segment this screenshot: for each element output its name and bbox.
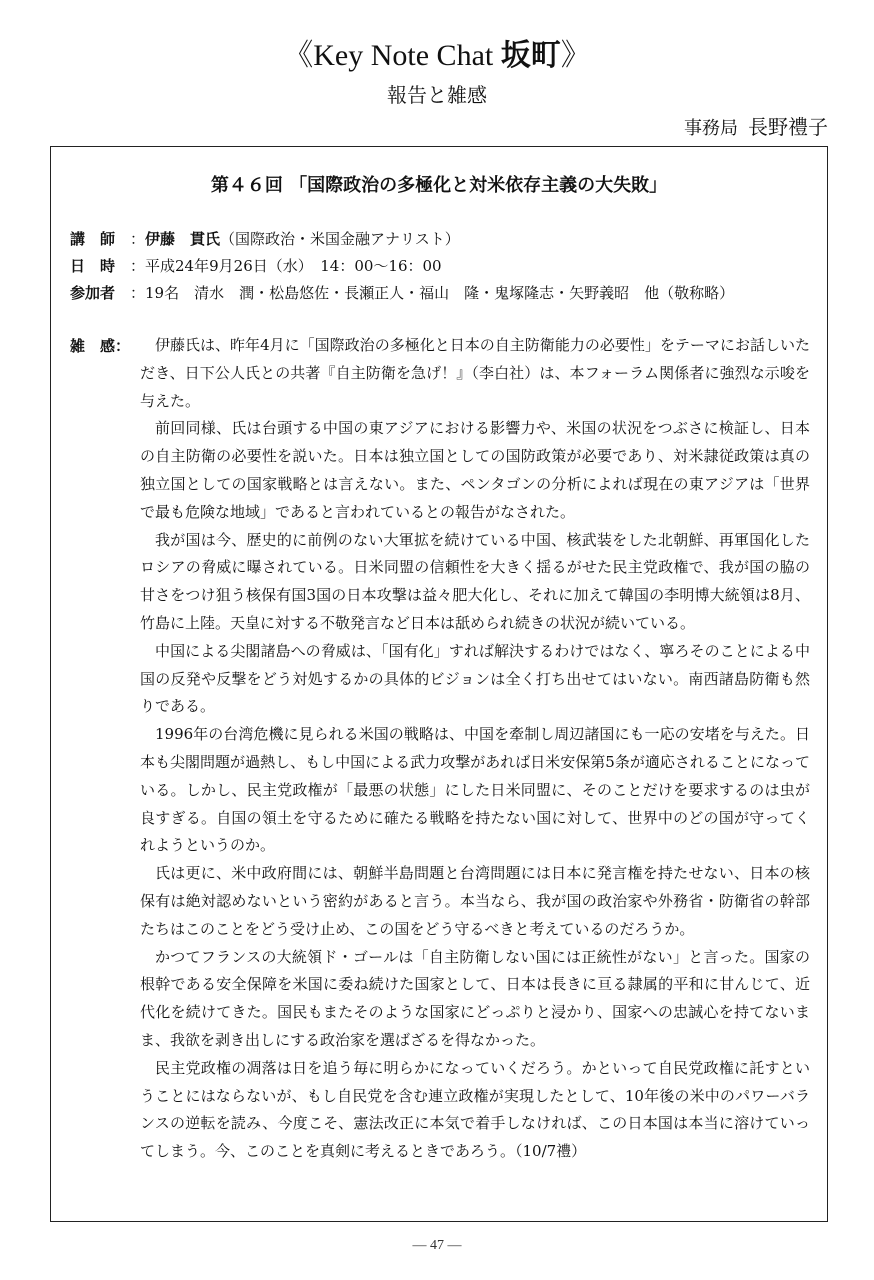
speaker-name: 伊藤 貫氏 bbox=[145, 230, 221, 248]
title-close: 》 bbox=[560, 39, 591, 72]
participants-label: 参加者 bbox=[70, 284, 116, 302]
impressions-body bbox=[140, 332, 810, 1166]
impressions-paragraph: 我が国は今、歴史的に前例のない大軍拡を続けている中国、核武装をした北朝鮮、再軍国化したロシアの脅威に曝されている。日米同盟の信頼性を大きく揺るがせた民主党政権で、我が国の脇の甘さをつけ狙う核保有国3国の日本攻撃は益々肥大化し、それに加えて韓国の李明博大統領は8月、竹島に上陸。天皇に対する不敬発言など日本は舐められ続きの状況が続いている。 bbox=[140, 530, 810, 632]
speaker-role: （国際政治・米国金融アナリスト） bbox=[220, 230, 460, 248]
impressions-paragraph: 氏は更に、米中政府間には、朝鮮半島問題と台湾問題には日本に発言権を持たせない、日本の核保有は絶対認めないという密約があると言う。本当なら、我が国の政治家や外務省・防衛省の幹部たちはこのことをどう受け止め、この国をどう守るべきと考えているのだろうか。 bbox=[140, 864, 810, 938]
page-title bbox=[0, 36, 874, 76]
office-label: 事務局 bbox=[684, 118, 738, 139]
page-number: ― 47 ― bbox=[412, 1238, 462, 1253]
participants-row: 参加者 ：19名 清水 潤・松島悠佐・長瀬正人・福山 隆・鬼塚隆志・矢野義昭 他（敬称略） bbox=[70, 279, 734, 307]
page-subtitle: 報告と雑感 bbox=[387, 83, 487, 107]
impressions-label: 雑 感： bbox=[70, 337, 131, 355]
impressions-paragraph: かつてフランスの大統領ド・ゴールは「自主防衛しない国には正統性がない」と言った。国家の根幹である安全保障を米国に委ね続けた国家として、日本は長きに亘る隷属的平和に甘んじて、近代化を続けてきた。国民もまたそのような国家にどっぷりと浸かり、国家への忠誠心を持てないまま、我欲を剥き出しにする政治家を選ばざるを得なかった。 bbox=[140, 947, 810, 1049]
session-title: 第４６回 「国際政治の多極化と対米依存主義の大失敗」 bbox=[210, 175, 668, 196]
impressions-paragraph: 前回同様、氏は台頭する中国の東アジアにおける影響力や、米国の状況をつぶさに検証し、日本の自主防衛の必要性を説いた。日本は独立国としての国防政策が必要であり、対米隷従政策は真の独立国としての国家戦略とは言えない。また、ペンタゴンの分析によれば現在の東アジアは「世界で最も危険な地域」であると言われているとの報告がなされた。 bbox=[140, 419, 810, 521]
impressions-paragraph: 1996年の台湾危機に見られる米国の戦略は、中国を牽制し周辺諸国にも一応の安堵を与えた。日本も尖閣問題が過熱し、もし中国による武力攻撃があれば日米安保第5条が適応されることになっている。しかし、民主党政権が「最悪の状態」にした日米同盟に、そのことだけを要求するのは虫が良すぎる。自国の領土を守るために確たる戦略を持たない国に対して、世界中のどの国が守ってくれようというのか。 bbox=[140, 725, 810, 855]
speaker-label: 講 師 bbox=[70, 230, 116, 248]
speaker-row: 講 師 ：伊藤 貫氏（国際政治・米国金融アナリスト） bbox=[70, 225, 460, 253]
date-label: 日 時 bbox=[70, 257, 116, 275]
impressions-paragraph: 中国による尖閣諸島への脅威は、「国有化」すれば解決するわけではなく、寧ろそのことによる中国の反発や反撃をどう対処するかの具体的ビジョンは全く打ち出せてはいない。南西諸島防衛も然りである。 bbox=[140, 641, 810, 716]
participants-value: 19名 清水 潤・松島悠佐・長瀬正人・福山 隆・鬼塚隆志・矢野義昭 他（敬称略） bbox=[145, 284, 735, 302]
date-value: 平成24年9月26日（水） 14：00～16：00 bbox=[145, 257, 442, 275]
title-kanji: 坂町 bbox=[500, 38, 561, 73]
impressions-paragraph: 伊藤氏は、昨年4月に「国際政治の多極化と日本の自主防衛能力の必要性」をテーマにお話しいただき、日下公人氏との共著『自主防衛を急げ！』（李白社）は、本フォーラム関係者に強烈な示唆を与えた。 bbox=[140, 336, 810, 410]
title-latin: 《Key Note Chat bbox=[283, 39, 501, 72]
date-row: 日 時 ：平成24年9月26日（水） 14：00～16：00 bbox=[70, 252, 442, 280]
author-line bbox=[684, 112, 828, 144]
author-name: 長野禮子 bbox=[748, 115, 828, 139]
impressions-paragraph: 民主党政権の凋落は日を追う毎に明らかになっていくだろう。かといって自民党政権に託すということにはならないが、もし自民党を含む連立政権が実現したとして、10年後の米中のパワーバランスの逆転を読み、今度こそ、憲法改正に本気で着手しなければ、この日本国は本当に溶けていってしまう。今、このことを真剣に考えるときであろう。（10/7禮） bbox=[140, 1058, 810, 1161]
